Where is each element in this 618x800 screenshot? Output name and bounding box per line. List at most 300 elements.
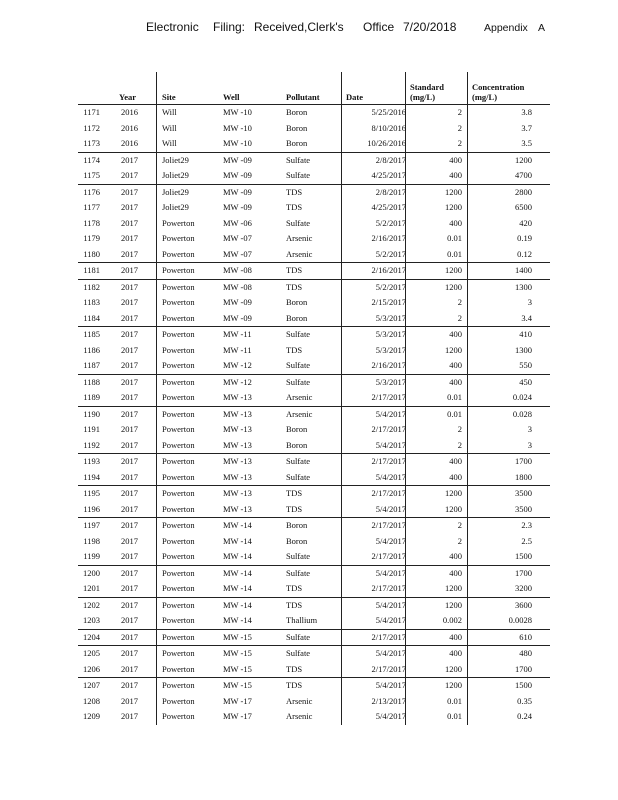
table-row bbox=[78, 231, 550, 247]
cell-standard: 400 bbox=[449, 567, 462, 578]
cell-well: MW -09 bbox=[223, 186, 252, 197]
cell-concentration: 450 bbox=[519, 376, 532, 387]
cell-standard: 400 bbox=[449, 551, 462, 561]
cell-date: 2/17/2017 bbox=[371, 456, 406, 466]
cell-standard: 400 bbox=[449, 631, 462, 642]
cell-well: MW -15 bbox=[223, 680, 252, 690]
cell-year: 2017 bbox=[121, 424, 138, 434]
cell-concentration: 3.4 bbox=[521, 312, 532, 323]
table-row bbox=[78, 247, 550, 263]
cell-pollutant: Boron bbox=[286, 297, 308, 307]
cell-concentration: 1500 bbox=[515, 551, 532, 561]
cell-site: Powerton bbox=[162, 297, 195, 307]
cell-n: 1193 bbox=[83, 456, 100, 466]
cell-site: Powerton bbox=[162, 233, 195, 243]
cell-n: 1206 bbox=[83, 663, 100, 674]
cell-site: Powerton bbox=[162, 439, 195, 450]
cell-n: 1200 bbox=[83, 567, 100, 578]
cell-date: 5/4/2017 bbox=[375, 648, 406, 658]
cell-site: Powerton bbox=[162, 631, 195, 642]
cell-pollutant: Sulfate bbox=[286, 217, 311, 228]
cell-concentration: 1200 bbox=[515, 154, 532, 165]
cell-year: 2017 bbox=[121, 376, 138, 387]
cell-standard: 0.002 bbox=[442, 615, 462, 625]
cell-concentration: 3500 bbox=[515, 503, 532, 514]
cell-site: Powerton bbox=[162, 217, 195, 228]
col-well: Well bbox=[223, 92, 240, 102]
cell-date: 2/8/2017 bbox=[375, 186, 406, 197]
cell-date: 4/25/2017 bbox=[371, 170, 406, 180]
table-row bbox=[78, 422, 550, 438]
cell-well: MW -14 bbox=[223, 520, 252, 530]
cell-date: 2/17/2017 bbox=[371, 520, 406, 530]
cell-site: Powerton bbox=[162, 424, 195, 434]
cell-date: 5/4/2017 bbox=[375, 471, 406, 482]
table-row bbox=[78, 581, 550, 597]
table-row bbox=[78, 694, 550, 710]
table-row bbox=[78, 326, 550, 343]
table-row bbox=[78, 517, 550, 534]
cell-pollutant: TDS bbox=[286, 202, 303, 212]
cell-pollutant: Boron bbox=[286, 535, 308, 546]
cell-year: 2017 bbox=[121, 535, 138, 546]
cell-date: 2/17/2017 bbox=[371, 488, 406, 498]
cell-date: 5/4/2017 bbox=[375, 535, 406, 546]
cell-standard: 2 bbox=[457, 122, 462, 133]
cell-date: 5/4/2017 bbox=[375, 711, 406, 721]
cell-concentration: 3 bbox=[527, 424, 532, 434]
cell-n: 1182 bbox=[83, 281, 100, 292]
table-row bbox=[78, 390, 550, 406]
cell-site: Powerton bbox=[162, 503, 195, 514]
cell-pollutant: TDS bbox=[286, 488, 303, 498]
cell-concentration: 0.12 bbox=[517, 248, 532, 259]
cell-year: 2017 bbox=[121, 329, 138, 339]
cell-date: 5/4/2017 bbox=[375, 615, 406, 625]
cell-concentration: 420 bbox=[519, 217, 532, 228]
cell-standard: 400 bbox=[449, 471, 462, 482]
cell-pollutant: Sulfate bbox=[286, 154, 311, 165]
cell-well: MW -10 bbox=[223, 107, 252, 117]
cell-concentration: 3 bbox=[527, 439, 532, 450]
table-row bbox=[78, 152, 550, 169]
col-standard-unit: (mg/L) bbox=[410, 92, 436, 102]
cell-date: 8/10/2016 bbox=[371, 122, 406, 133]
cell-pollutant: Sulfate bbox=[286, 456, 311, 466]
cell-date: 5/4/2017 bbox=[375, 680, 406, 690]
cell-site: Powerton bbox=[162, 248, 195, 259]
cell-year: 2016 bbox=[121, 138, 138, 148]
cell-site: Will bbox=[162, 107, 177, 117]
col-pollutant: Pollutant bbox=[286, 92, 320, 102]
cell-standard: 1200 bbox=[445, 186, 462, 197]
cell-year: 2017 bbox=[121, 360, 138, 370]
cell-n: 1209 bbox=[83, 711, 100, 721]
cell-pollutant: Arsenic bbox=[286, 711, 313, 721]
cell-pollutant: Sulfate bbox=[286, 567, 311, 578]
cell-year: 2017 bbox=[121, 297, 138, 307]
cell-pollutant: Boron bbox=[286, 138, 308, 148]
cell-year: 2017 bbox=[121, 170, 138, 180]
cell-standard: 400 bbox=[449, 170, 462, 180]
cell-concentration: 4700 bbox=[515, 170, 532, 180]
table-row bbox=[78, 168, 550, 184]
cell-year: 2017 bbox=[121, 663, 138, 674]
cell-date: 5/4/2017 bbox=[375, 408, 406, 419]
cell-n: 1186 bbox=[83, 344, 100, 355]
cell-well: MW -13 bbox=[223, 503, 252, 514]
cell-concentration: 0.19 bbox=[517, 233, 532, 243]
cell-year: 2017 bbox=[121, 392, 138, 402]
cell-standard: 400 bbox=[449, 217, 462, 228]
cell-concentration: 1400 bbox=[515, 265, 532, 275]
table-row bbox=[78, 677, 550, 694]
cell-n: 1199 bbox=[83, 551, 100, 561]
cell-pollutant: Boron bbox=[286, 520, 308, 530]
cell-n: 1201 bbox=[83, 583, 100, 593]
cell-standard: 0.01 bbox=[447, 408, 462, 419]
cell-standard: 400 bbox=[449, 154, 462, 165]
table-row bbox=[78, 613, 550, 629]
cell-year: 2017 bbox=[121, 615, 138, 625]
cell-standard: 1200 bbox=[445, 583, 462, 593]
cell-concentration: 3600 bbox=[515, 599, 532, 610]
cell-site: Powerton bbox=[162, 695, 195, 706]
cell-year: 2017 bbox=[121, 233, 138, 243]
table-row bbox=[78, 279, 550, 296]
header-office: Office bbox=[363, 20, 395, 34]
cell-year: 2017 bbox=[121, 154, 138, 165]
cell-n: 1194 bbox=[83, 471, 100, 482]
cell-well: MW -07 bbox=[223, 248, 252, 259]
cell-date: 5/2/2017 bbox=[375, 248, 406, 259]
cell-site: Powerton bbox=[162, 648, 195, 658]
cell-date: 2/8/2017 bbox=[375, 154, 406, 165]
cell-site: Joliet29 bbox=[162, 154, 189, 165]
cell-site: Powerton bbox=[162, 312, 195, 323]
cell-pollutant: Arsenic bbox=[286, 233, 313, 243]
cell-site: Powerton bbox=[162, 535, 195, 546]
cell-standard: 400 bbox=[449, 360, 462, 370]
cell-n: 1179 bbox=[83, 233, 100, 243]
header-received: Received,Clerk's bbox=[254, 20, 344, 34]
cell-year: 2017 bbox=[121, 202, 138, 212]
cell-date: 2/17/2017 bbox=[371, 551, 406, 561]
cell-site: Powerton bbox=[162, 360, 195, 370]
cell-well: MW -09 bbox=[223, 297, 252, 307]
cell-standard: 400 bbox=[449, 648, 462, 658]
cell-n: 1176 bbox=[83, 186, 100, 197]
cell-standard: 1200 bbox=[445, 202, 462, 212]
cell-well: MW -14 bbox=[223, 551, 252, 561]
cell-n: 1208 bbox=[83, 695, 100, 706]
cell-pollutant: Arsenic bbox=[286, 392, 313, 402]
cell-well: MW -13 bbox=[223, 424, 252, 434]
cell-standard: 0.01 bbox=[447, 233, 462, 243]
cell-concentration: 1700 bbox=[515, 663, 532, 674]
cell-n: 1198 bbox=[83, 535, 100, 546]
cell-pollutant: Boron bbox=[286, 439, 308, 450]
cell-pollutant: Thallium bbox=[286, 615, 318, 625]
cell-site: Powerton bbox=[162, 471, 195, 482]
cell-well: MW -12 bbox=[223, 376, 252, 387]
cell-concentration: 610 bbox=[519, 631, 532, 642]
cell-year: 2017 bbox=[121, 408, 138, 419]
cell-year: 2017 bbox=[121, 583, 138, 593]
cell-pollutant: Arsenic bbox=[286, 408, 313, 419]
cell-concentration: 0.35 bbox=[517, 695, 532, 706]
cell-well: MW -17 bbox=[223, 695, 252, 706]
cell-site: Powerton bbox=[162, 583, 195, 593]
cell-pollutant: Boron bbox=[286, 107, 308, 117]
cell-n: 1202 bbox=[83, 599, 100, 610]
cell-year: 2016 bbox=[121, 122, 138, 133]
cell-standard: 0.01 bbox=[447, 392, 462, 402]
cell-site: Powerton bbox=[162, 663, 195, 674]
cell-concentration: 6500 bbox=[515, 202, 532, 212]
table-row bbox=[78, 374, 550, 391]
cell-site: Joliet29 bbox=[162, 202, 189, 212]
cell-date: 5/25/2016 bbox=[371, 107, 406, 117]
table-row bbox=[78, 343, 550, 359]
header-appendix: Appendix bbox=[484, 22, 528, 34]
cell-pollutant: Sulfate bbox=[286, 631, 311, 642]
cell-concentration: 1300 bbox=[515, 281, 532, 292]
cell-well: MW -13 bbox=[223, 471, 252, 482]
cell-standard: 2 bbox=[457, 424, 462, 434]
table-row bbox=[78, 709, 550, 725]
cell-date: 2/17/2017 bbox=[371, 631, 406, 642]
cell-n: 1195 bbox=[83, 488, 100, 498]
cell-date: 5/3/2017 bbox=[375, 376, 406, 387]
cell-pollutant: Sulfate bbox=[286, 360, 311, 370]
cell-well: MW -09 bbox=[223, 202, 252, 212]
cell-year: 2016 bbox=[121, 107, 138, 117]
cell-concentration: 1300 bbox=[515, 344, 532, 355]
cell-concentration: 3200 bbox=[515, 583, 532, 593]
cell-year: 2017 bbox=[121, 503, 138, 514]
cell-pollutant: Arsenic bbox=[286, 248, 313, 259]
table-header bbox=[78, 72, 550, 105]
cell-well: MW -13 bbox=[223, 408, 252, 419]
cell-well: MW -13 bbox=[223, 456, 252, 466]
cell-date: 2/17/2017 bbox=[371, 663, 406, 674]
cell-standard: 1200 bbox=[445, 503, 462, 514]
table-row bbox=[78, 502, 550, 518]
cell-standard: 1200 bbox=[445, 488, 462, 498]
cell-site: Powerton bbox=[162, 551, 195, 561]
cell-site: Powerton bbox=[162, 520, 195, 530]
cell-standard: 400 bbox=[449, 456, 462, 466]
header-appendix-letter: A bbox=[538, 22, 546, 34]
cell-date: 5/4/2017 bbox=[375, 439, 406, 450]
cell-site: Powerton bbox=[162, 265, 195, 275]
table-row bbox=[78, 597, 550, 614]
cell-site: Will bbox=[162, 138, 177, 148]
header-date: 7/20/2018 bbox=[403, 20, 457, 34]
cell-year: 2017 bbox=[121, 439, 138, 450]
col-year: Year bbox=[119, 92, 136, 102]
table-row bbox=[78, 565, 550, 582]
cell-date: 2/17/2017 bbox=[371, 424, 406, 434]
cell-standard: 400 bbox=[449, 329, 462, 339]
cell-year: 2017 bbox=[121, 456, 138, 466]
cell-date: 2/16/2017 bbox=[371, 360, 406, 370]
cell-standard: 2 bbox=[457, 138, 462, 148]
cell-well: MW -09 bbox=[223, 312, 252, 323]
cell-well: MW -13 bbox=[223, 439, 252, 450]
cell-n: 1174 bbox=[83, 154, 100, 165]
cell-well: MW -14 bbox=[223, 535, 252, 546]
table-row bbox=[78, 470, 550, 486]
cell-year: 2017 bbox=[121, 248, 138, 259]
cell-n: 1188 bbox=[83, 376, 100, 387]
data-table bbox=[78, 72, 550, 725]
cell-n: 1190 bbox=[83, 408, 100, 419]
cell-pollutant: TDS bbox=[286, 265, 303, 275]
cell-standard: 1200 bbox=[445, 265, 462, 275]
cell-site: Powerton bbox=[162, 599, 195, 610]
cell-site: Powerton bbox=[162, 456, 195, 466]
cell-year: 2017 bbox=[121, 680, 138, 690]
cell-pollutant: Sulfate bbox=[286, 551, 311, 561]
cell-n: 1205 bbox=[83, 648, 100, 658]
cell-well: MW -14 bbox=[223, 615, 252, 625]
col-date: Date bbox=[346, 92, 363, 102]
cell-site: Powerton bbox=[162, 281, 195, 292]
header-filing: Filing: bbox=[213, 20, 246, 34]
cell-well: MW -11 bbox=[223, 344, 252, 355]
cell-concentration: 0.028 bbox=[512, 408, 532, 419]
cell-n: 1177 bbox=[83, 202, 100, 212]
cell-date: 4/25/2017 bbox=[371, 202, 406, 212]
cell-n: 1183 bbox=[83, 297, 100, 307]
cell-year: 2017 bbox=[121, 471, 138, 482]
col-concentration: Concentration bbox=[472, 82, 525, 92]
cell-well: MW -08 bbox=[223, 281, 252, 292]
cell-pollutant: TDS bbox=[286, 281, 303, 292]
cell-site: Powerton bbox=[162, 408, 195, 419]
cell-concentration: 3 bbox=[527, 297, 532, 307]
cell-standard: 0.01 bbox=[447, 711, 462, 721]
cell-standard: 1200 bbox=[445, 663, 462, 674]
cell-pollutant: TDS bbox=[286, 503, 303, 514]
cell-pollutant: TDS bbox=[286, 344, 303, 355]
cell-site: Powerton bbox=[162, 392, 195, 402]
cell-well: MW -12 bbox=[223, 360, 252, 370]
cell-well: MW -14 bbox=[223, 599, 252, 610]
cell-date: 5/3/2017 bbox=[375, 329, 406, 339]
cell-year: 2017 bbox=[121, 186, 138, 197]
table-row bbox=[78, 105, 550, 121]
table-row bbox=[78, 662, 550, 678]
cell-n: 1171 bbox=[83, 107, 100, 117]
cell-year: 2017 bbox=[121, 599, 138, 610]
cell-date: 2/17/2017 bbox=[371, 583, 406, 593]
cell-concentration: 2.5 bbox=[521, 535, 532, 546]
cell-well: MW -07 bbox=[223, 233, 252, 243]
table-row bbox=[78, 406, 550, 423]
cell-well: MW -15 bbox=[223, 648, 252, 658]
cell-well: MW -11 bbox=[223, 329, 252, 339]
cell-year: 2017 bbox=[121, 648, 138, 658]
cell-concentration: 0.0028 bbox=[508, 615, 532, 625]
cell-pollutant: Boron bbox=[286, 122, 308, 133]
cell-n: 1203 bbox=[83, 615, 100, 625]
cell-site: Powerton bbox=[162, 488, 195, 498]
cell-date: 5/4/2017 bbox=[375, 599, 406, 610]
table-row bbox=[78, 645, 550, 662]
cell-n: 1187 bbox=[83, 360, 100, 370]
cell-pollutant: Boron bbox=[286, 424, 308, 434]
cell-pollutant: Sulfate bbox=[286, 329, 311, 339]
cell-year: 2017 bbox=[121, 631, 138, 642]
cell-date: 5/2/2017 bbox=[375, 217, 406, 228]
cell-standard: 2 bbox=[457, 535, 462, 546]
cell-well: MW -10 bbox=[223, 138, 252, 148]
cell-year: 2017 bbox=[121, 265, 138, 275]
table-row bbox=[78, 549, 550, 565]
cell-well: MW -08 bbox=[223, 265, 252, 275]
cell-year: 2017 bbox=[121, 488, 138, 498]
cell-site: Will bbox=[162, 122, 177, 133]
cell-date: 5/3/2017 bbox=[375, 344, 406, 355]
cell-well: MW -15 bbox=[223, 631, 252, 642]
cell-pollutant: Sulfate bbox=[286, 170, 311, 180]
col-standard: Standard bbox=[410, 82, 445, 92]
col-site: Site bbox=[162, 92, 176, 102]
table-row bbox=[78, 200, 550, 216]
cell-standard: 0.01 bbox=[447, 248, 462, 259]
cell-well: MW -14 bbox=[223, 583, 252, 593]
cell-year: 2017 bbox=[121, 281, 138, 292]
cell-well: MW -06 bbox=[223, 217, 252, 228]
cell-concentration: 1500 bbox=[515, 680, 532, 690]
cell-concentration: 3.5 bbox=[521, 138, 532, 148]
table-row bbox=[78, 311, 550, 327]
cell-site: Joliet29 bbox=[162, 170, 189, 180]
cell-n: 1197 bbox=[83, 520, 100, 530]
filing-header bbox=[0, 20, 618, 38]
table-row bbox=[78, 136, 550, 152]
cell-concentration: 2800 bbox=[515, 186, 532, 197]
cell-concentration: 480 bbox=[519, 648, 532, 658]
cell-year: 2017 bbox=[121, 695, 138, 706]
cell-year: 2017 bbox=[121, 520, 138, 530]
cell-concentration: 3.8 bbox=[521, 107, 532, 117]
cell-n: 1185 bbox=[83, 329, 100, 339]
cell-standard: 1200 bbox=[445, 599, 462, 610]
cell-standard: 2 bbox=[457, 107, 462, 117]
cell-standard: 1200 bbox=[445, 281, 462, 292]
cell-concentration: 2.3 bbox=[521, 520, 532, 530]
cell-concentration: 410 bbox=[519, 329, 532, 339]
table-row bbox=[78, 453, 550, 470]
cell-standard: 2 bbox=[457, 312, 462, 323]
cell-n: 1204 bbox=[83, 631, 100, 642]
cell-standard: 2 bbox=[457, 439, 462, 450]
cell-concentration: 0.24 bbox=[517, 711, 532, 721]
cell-concentration: 1700 bbox=[515, 567, 532, 578]
cell-concentration: 1700 bbox=[515, 456, 532, 466]
cell-n: 1181 bbox=[83, 265, 100, 275]
cell-n: 1207 bbox=[83, 680, 100, 690]
cell-site: Powerton bbox=[162, 711, 195, 721]
cell-concentration: 1800 bbox=[515, 471, 532, 482]
cell-year: 2017 bbox=[121, 551, 138, 561]
table-row bbox=[78, 358, 550, 374]
cell-concentration: 0.024 bbox=[512, 392, 532, 402]
